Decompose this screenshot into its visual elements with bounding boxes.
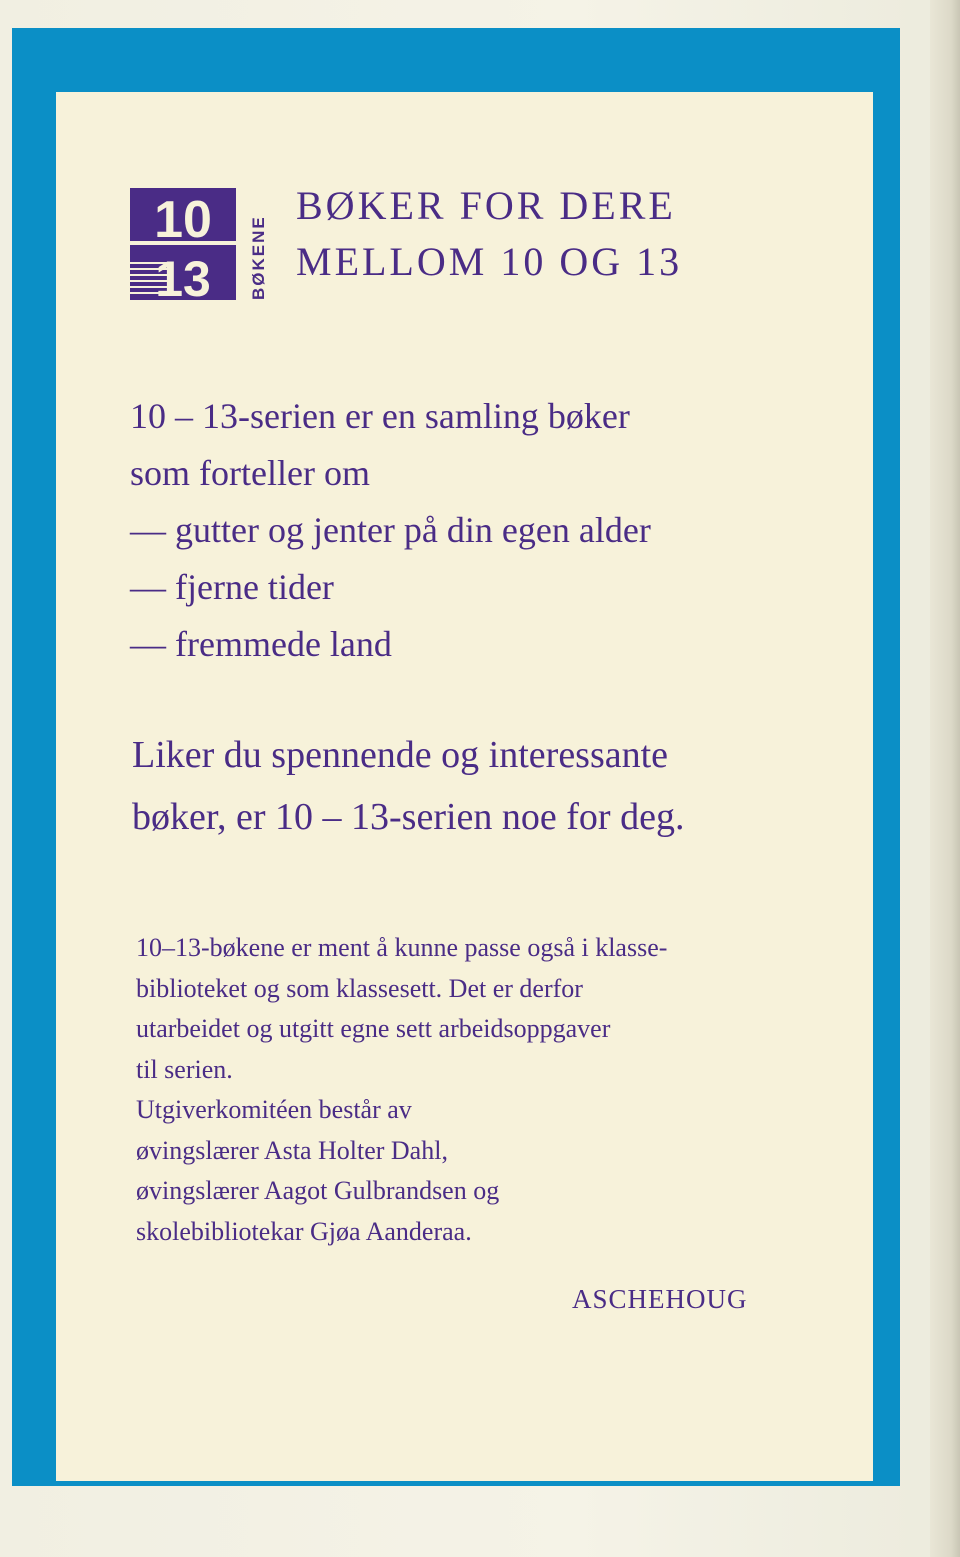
heading-line-2: MELLOM 10 OG 13 (296, 239, 683, 284)
info-line: øvingslærer Asta Holter Dahl, (136, 1135, 448, 1165)
series-logo (130, 188, 270, 300)
book-spine-edge (930, 0, 960, 1557)
info-line: skolebibliotekar Gjøa Aanderaa. (136, 1216, 472, 1246)
info-line: 10–13-bøkene er ment å kunne passe også i klasse- (136, 933, 668, 962)
info-line: Utgiverkomitéen består av (136, 1095, 412, 1124)
pitch-line: Liker du spennende og interessante (132, 734, 669, 776)
blue-border-frame (12, 28, 900, 1486)
publisher-name: ASCHEHOUG (572, 1284, 748, 1314)
intro-line: — fjerne tider (130, 567, 334, 607)
series-pitch (132, 724, 684, 848)
intro-line: 10 – 13-serien er en samling bøker (130, 396, 630, 436)
intro-line: — gutter og jenter på din egen alder (130, 510, 651, 550)
series-heading (296, 178, 682, 290)
series-intro (130, 388, 651, 673)
info-line: til serien. (136, 1054, 233, 1084)
heading-line-1: BØKER FOR DERE (296, 183, 676, 228)
info-line: øvingslærer Aagot Gulbrandsen og (136, 1176, 500, 1205)
intro-line: som forteller om (130, 453, 370, 493)
info-line: biblioteket og som klassesett. Det er derfor (136, 973, 583, 1003)
logo-number-bottom: 13 (155, 251, 211, 300)
info-line: utarbeidet og utgitt egne sett arbeidsoppgaver (136, 1014, 611, 1043)
cream-text-panel (56, 92, 873, 1481)
intro-line: — fremmede land (130, 624, 392, 664)
series-info (136, 928, 667, 1252)
logo-number-top: 10 (154, 191, 212, 249)
logo-vertical-word: BØKENE (249, 215, 268, 300)
pitch-line: bøker, er 10 – 13-serien noe for deg. (132, 796, 685, 838)
